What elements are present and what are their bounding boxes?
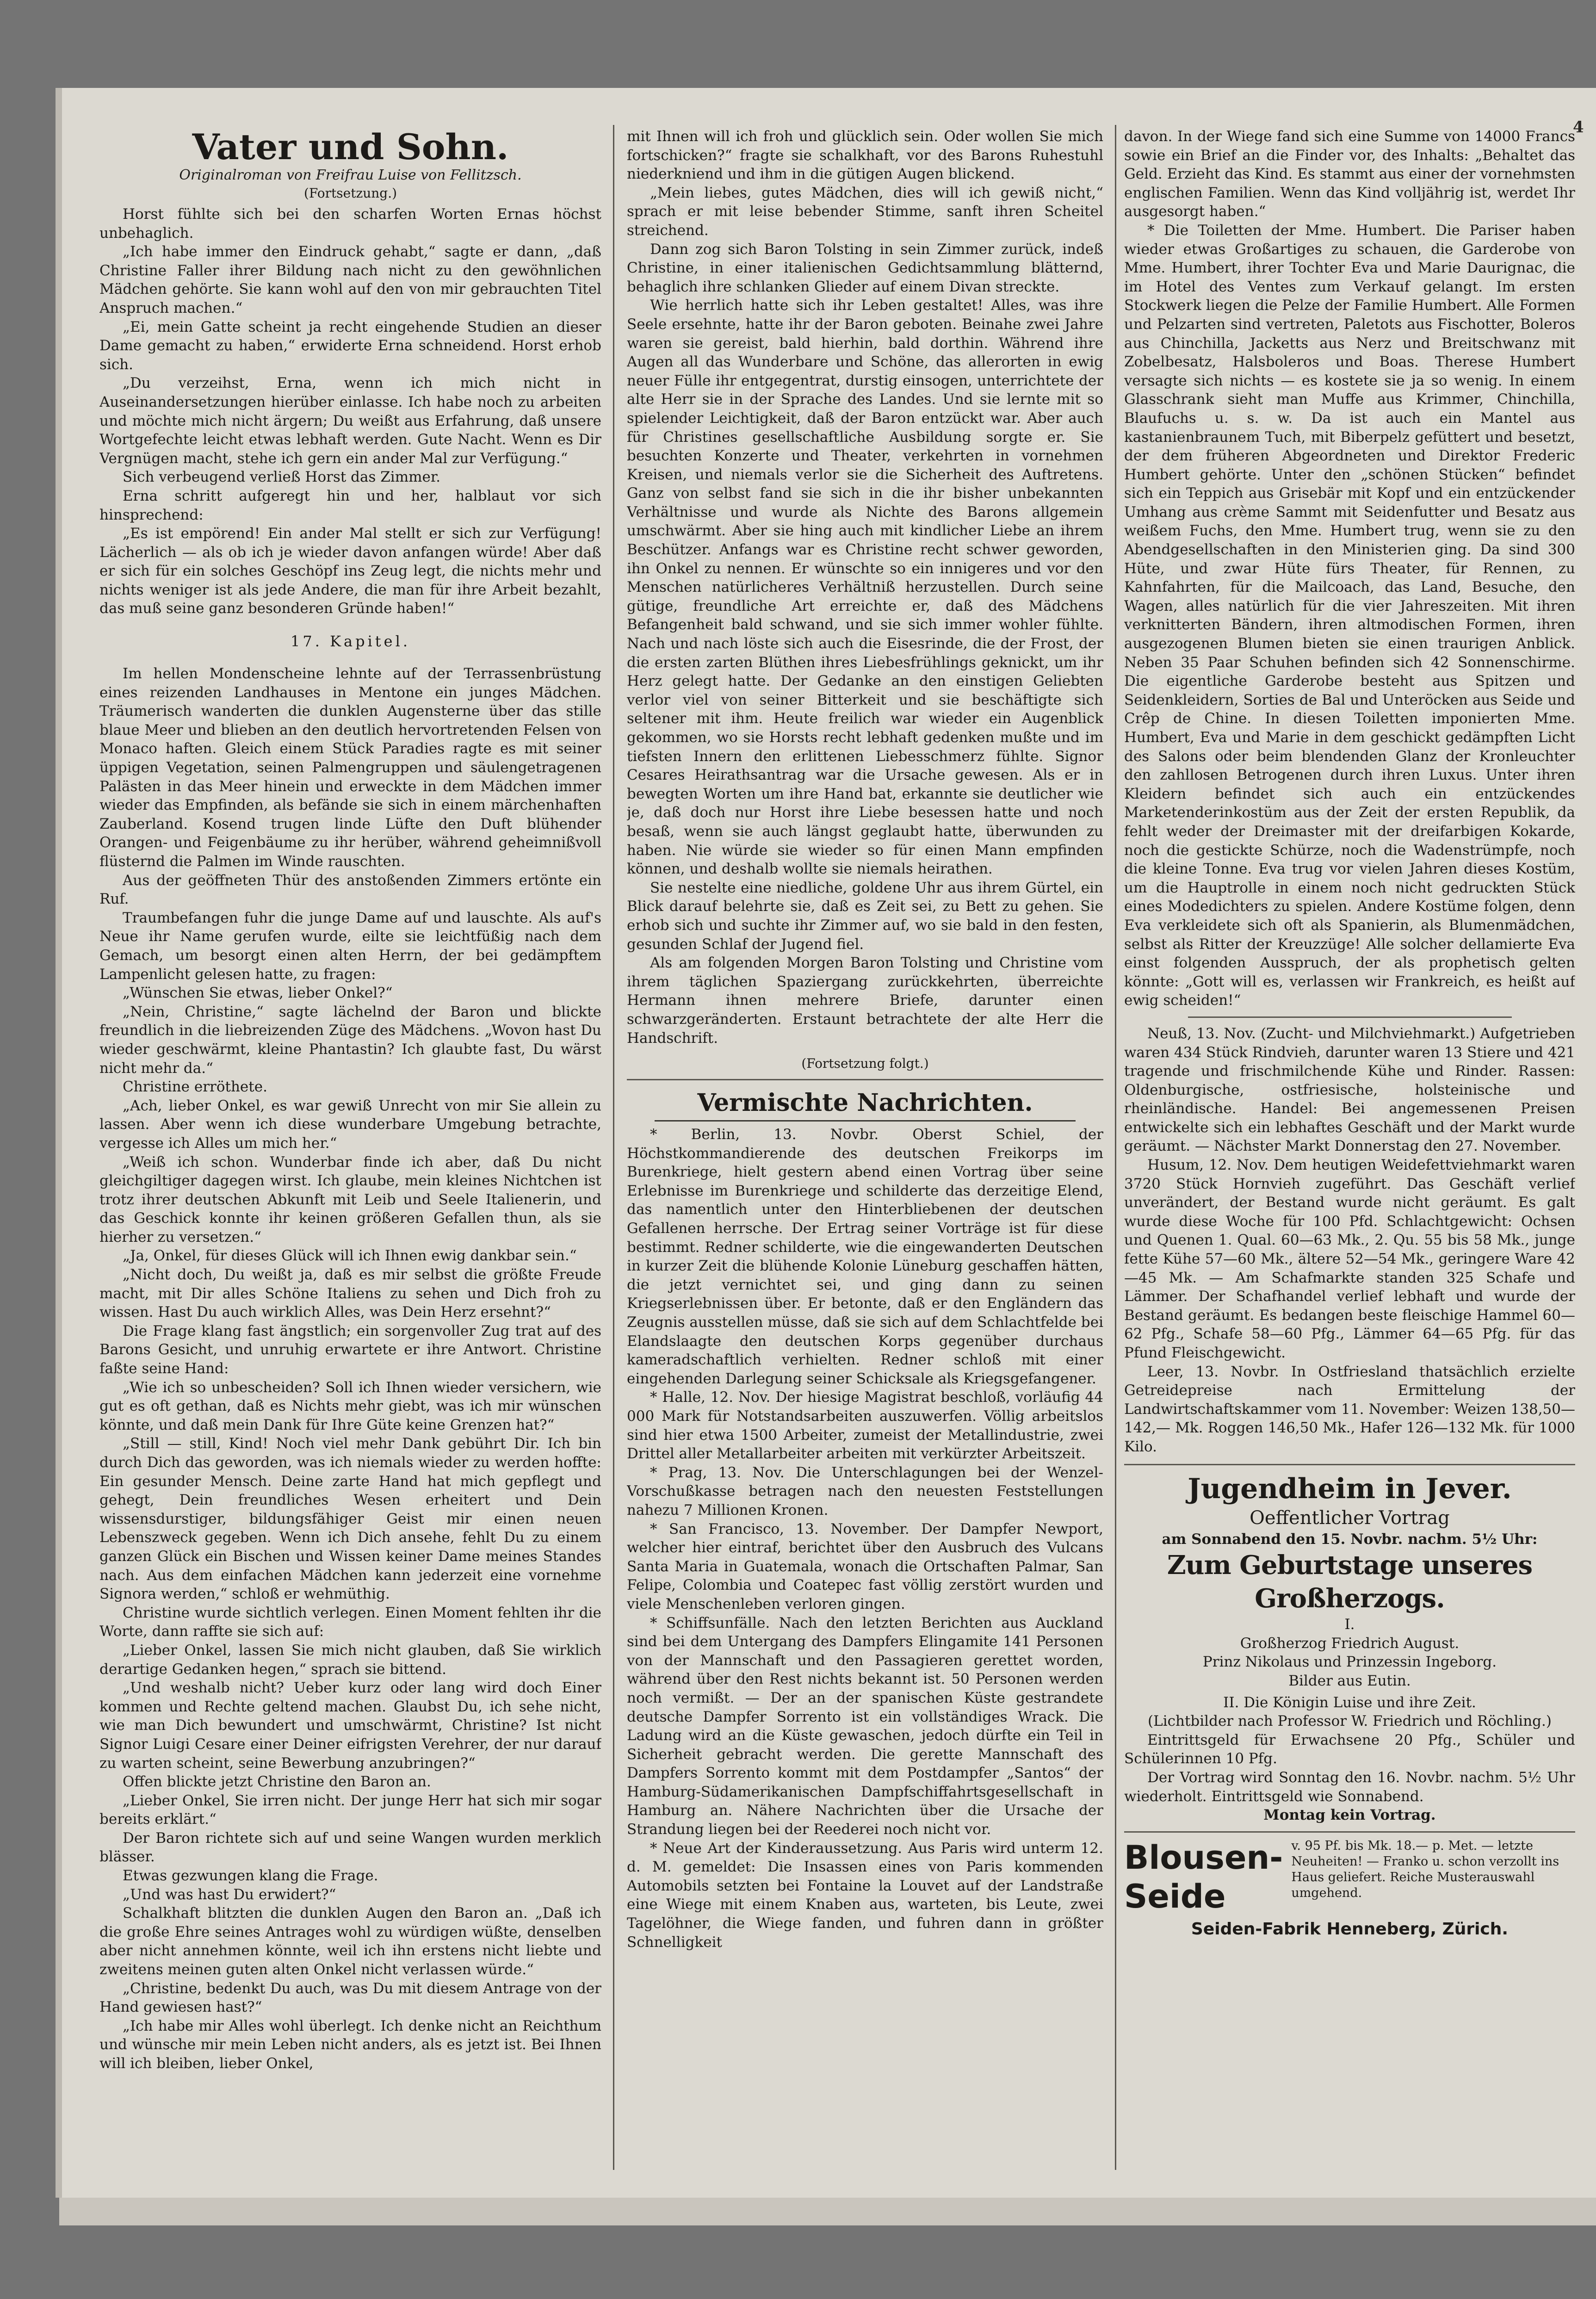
news-item: davon. In der Wiege fand sich eine Summe von 14000 Francs sowie ein Brief an die Finder vor, des Inhalts: „Behaltet das Geld. Erzieht das Kind. Es stammt aus einer der vornehmsten englischen Familien. Wenn das Kind volljährig ist, werdet Ihr ausgesorgt haben.“ xyxy=(1124,128,1575,220)
advertisement-blousen xyxy=(1124,1838,1575,1940)
ad-repeat-note: Der Vortrag wird Sonntag den 16. Novbr. nachm. 5½ Uhr wiederholt. Eintrittsgeld wie Sonnabend. xyxy=(1124,1769,1575,1805)
ad-monday-note: Montag kein Vortrag. xyxy=(1263,1807,1436,1824)
paragraph: Erna schritt aufgeregt hin und her, halblaut vor sich hinsprechend: xyxy=(99,487,601,523)
ad-line: Bilder aus Eutin. xyxy=(1288,1672,1411,1689)
paragraph: Traumbefangen fuhr die junge Dame auf und lauschte. Als auf's Neue ihr Name gerufen wurde, eilte sie leichtfüßig nach dem Gemach, um besorgt einen alten Herrn, der bei gedämpftem Lampenlicht gelesen hatte, zu fragen: xyxy=(99,909,601,983)
paragraph: „Ich habe immer den Eindruck gehabt,“ sagte er dann, „daß Christine Faller ihrer Bildung nach nicht zu den gewöhnlichen Mädchen gehörte. Sie kann wohl auf den von mir gebrauchten Titel Anspruch machen.“ xyxy=(99,243,601,316)
paragraph: Horst fühlte sich bei den scharfen Worten Ernas höchst unbehaglich. xyxy=(99,206,601,242)
paragraph: „Ja, Onkel, für dieses Glück will ich Ihnen ewig dankbar sein.“ xyxy=(123,1247,577,1264)
news-item: * San Francisco, 13. November. Der Dampfer Newport, welcher hier eintraf, berichtet über den Ausbruch des Vulcans Santa Maria in Guatemala, wonach die Ortschaften Palmar, San Felipe, Colombia und Coatepec fast völlig zerstört wurden und viele Menschenleben verloren gingen. xyxy=(627,1520,1103,1612)
to-be-continued-note: (Fortsetzung folgt.) xyxy=(801,1056,929,1072)
serial-title: Vater und Sohn. xyxy=(192,127,509,167)
paragraph: „Du verzeihst, Erna, wenn ich mich nicht in Auseinandersetzungen hierüber einlasse. Ich habe noch zu arbeiten und möchte mich nicht ärgern; Du weißt aus Erfahrung, daß unsere Wortgefechte leicht etwas lebhaft werden. Gute Nacht. Wenn es Dir Vergnügen macht, stehe ich gern ein ander Mal zur Verfügung.“ xyxy=(99,375,601,467)
section-divider xyxy=(1188,1016,1512,1018)
paragraph: „Und weshalb nicht? Ueber kurz oder lang wird doch Einer kommen und Rechte geltend machen. Glaubst Du, ich sehe nicht, wie man Dich bewundert und umschwärmt, Christine? Ist nicht Signor Luigi Cesare einer Deiner eifrigsten Verehrer, der nur darauf zu warten scheint, seine Bewerbung anzubringen?“ xyxy=(99,1679,601,1772)
column-3 xyxy=(1124,127,1575,2172)
ad-date: am Sonnabend den 15. Novbr. nachm. 5½ Uhr: xyxy=(1162,1531,1538,1548)
news-item: * Halle, 12. Nov. Der hiesige Magistrat beschloß, vorläufig 44 000 Mark für Notstandsarbeiten auszuwerfen. Völlig arbeitslos sind hier etwa 1500 Arbeiter, zumeist der Metallindustrie, zwei Drittel aller Metallarbeiter arbeiten mit verkürzter Arbeitszeit. xyxy=(627,1389,1103,1462)
market-report: Husum, 12. Nov. Dem heutigen Weidefettviehmarkt waren 3720 Stück Hornvieh zugeführt. Das Geschäft verlief unverändert, der Bestand wurde nicht geräumt. Es galt wurde diese Woche für 100 Pfd. Schlachtgewicht: Ochsen und Quenen 1. Qual. 60—63 Mk., 2. Qu. 55 bis 58 Mk., junge fette Kühe 57—60 Mk., ältere 52—54 Mk., geringere Ware 42—45 Mk. — Am Schafmarkte standen 325 Schafe und Lämmer. Der Schafhandel verlief lebhaft und wurde der Bestand geräumt. Es bedangen beste fleischige Hammel 60—62 Pfg., Schafe 58—60 Pfg., Lämmer 64—65 Pfg. für das Pfund Fleischgewicht. xyxy=(1124,1157,1575,1361)
news-item: * Die Toiletten der Mme. Humbert. Die Pariser haben wieder etwas Großartiges zu schauen, die Garderobe von Mme. Humbert, ihrer Tochter Eva und Marie Daurignac, die im Hotel des Ventes zum Verkauf gelangt. Im ersten Stockwerk liegen die Pelze der Familie Humbert. Alle Formen und Pelzarten sind vertreten, Paletots aus Fischotter, Boleros aus Chinchilla, Jacketts aus Nerz und Breitschwanz mit Zobelbesatz, Halsboleros und Boas. Therese Humbert versagte sich nichts — es kostete sie ja so wenig. In einem Glasschrank sieht man Muffe aus Krimmer, Chinchilla, Blaufuchs u. s. w. Da ist auch ein Mantel aus kastanienbraunem Tuch, mit Biberpelz gefüttert und besetzt, der dem früheren Abgeordneten und Direktor Frederic Humbert gehörte. Unter den „schönen Stücken“ befindet sich ein Teppich aus Grisebär mit Kopf und ein entzückender Umhang aus crème Sammt mit Seidenfutter und Besatz aus weißem Fuchs, den Mme. Humbert trug, wenn sie zu den Abendgesellschaften in den Ministerien ging. Da sind 300 Hüte, und zwar Hüte fürs Theater, für Rennen, zu Kahnfahrten, für die Mailcoach, das Land, Besuche, den Wagen, alles natürlich für die vier Jahreszeiten. Mit ihren verknitterten Bändern, ihren altmodischen Formen, ihren ausgezogenen Blumen bieten sie einen traurigen Anblick. Neben 35 Paar Schuhen befinden sich 42 Sonnenschirme. Die eigentliche Garderobe besteht aus Spitzen und Seidenkleidern, Sorties de Bal und Unteröcken aus Seide und Crêp de Chine. In diesen Toiletten imponierten Mme. Humbert, Eva und Marie in dem geschickt gedämpften Licht des Salons oder beim blendenden Glanz der Kronleuchter den zahllosen Betrogenen durch ihren Luxus. Unter ihren Kleidern befindet sich auch ein entzückendes Marketenderinkostüm aus der Zeit der ersten Republik, da fehlt weder der Dreimaster mit der dreifarbigen Kokarde, noch die gestickte Schürze, noch die Wadenstrümpfe, noch die kleine Tonne. Eva trug vor vielen Jahren dieses Kostüm, um die Hauptrolle in einem noch nicht gedruckten Stück eines Modedichters zu spielen. Andere Kostüme folgen, denn Eva verkleidete sich oft als Spanierin, als Blumenmädchen, selbst als Ritter der Kreuzzüge! Alle solcher dellamierte Eva einst folgenden Ausspruch, der als prophetisch gelten könnte: „Gott will es, verlassen wir Frankreich, es heißt auf ewig scheiden!“ xyxy=(1124,222,1575,1009)
ad-title: Jugendheim in Jever. xyxy=(1188,1472,1512,1505)
ad-line: Prinz Nikolaus und Prinzessin Ingeborg. xyxy=(1202,1654,1497,1671)
paragraph: „Weiß ich schon. Wunderbar finde ich aber, daß Du nicht gleichgiltiger dagegen wirst. Ich glaube, mein kleines Nichtchen ist trotz ihrer deutschen Abkunft mit Leib und Seele Italienerin, und das Geschick konnte ihr keinen größeren Gefallen thun, als sie hierher zu versetzen.“ xyxy=(99,1153,601,1246)
paragraph: „Lieber Onkel, lassen Sie mich nicht glauben, daß Sie wirklich derartige Gedanken hegen,“ sprach sie bittend. xyxy=(99,1642,601,1678)
paragraph: „Ei, mein Gatte scheint ja recht eingehende Studien an dieser Dame gemacht zu haben,“ erwiderte Erna schneidend. Horst erhob sich. xyxy=(99,318,601,373)
paragraph: Aus der geöffneten Thür des anstoßenden Zimmers ertönte ein Ruf. xyxy=(99,872,601,908)
ad-subtitle: Oeffentlicher Vortrag xyxy=(1250,1507,1450,1529)
ad-blousen-headline: Blousen-Seide xyxy=(1124,1838,1283,1915)
paragraph: „Still — still, Kind! Noch viel mehr Dank gebührt Dir. Ich bin durch Dich das geworden, was ich niemals wieder zu werden hoffte: Ein gesunder Mensch. Deine zarte Hand hat mich gepflegt und gehegt, Dein freundliches Wesen erheitert und Dein wissensdurstiger, bildungsfähiger Geist mir einen neuen Lebenszweck gegeben. Wenn ich Dich ansehe, fehlt Du zu einem ganzen Glück ein Bischen und Wissen keiner Dame meines Standes nach. Aus dem einfachen Mädchen kann jederzeit eine vornehme Signora werden,“ schloß er wehmüthig. xyxy=(99,1435,601,1603)
paragraph: „Christine, bedenkt Du auch, was Du mit diesem Antrage von der Hand gewiesen hast?“ xyxy=(99,1980,601,2016)
section-divider xyxy=(1124,1831,1575,1833)
column-1 xyxy=(99,127,601,2172)
column-divider xyxy=(613,125,614,2170)
paragraph: Wie herrlich hatte sich ihr Leben gestaltet! Alles, was ihre Seele ersehnte, hatte ihr der Baron geboten. Beinahe zwei Jahre waren sie gereist, bald hierhin, bald dorthin. Während ihre Augen all das Wunderbare und Schöne, das allerorten in ewig neuer Fülle ihr entgegentrat, durstig einsogen, unterrichtete der alte Herr sie in der Sprache des Landes. Und sie lernte mit so spielender Leichtigkeit, daß der Baron entzückt war. Aber auch für Christines gesellschaftliche Ausbildung sorgte er. Sie besuchten Konzerte und Theater, verkehrten in vornehmen Kreisen, und niemals verlor sie die Sicherheit des Auftretens. Ganz von selbst fand sie sich in die ihr bisher unbekannten Verhältnisse und wurde als Nichte des Barons allgemein umschwärmt. Aber sie hing auch mit kindlicher Liebe an ihrem Beschützer. Anfangs war es Christine recht schwer geworden, ihn Onkel zu nennen. Er wünschte so ein innigeres und vor den Menschen natürlicheres Verhältniß herzustellen. Durch seine gütige, freundliche Art erreichte er, daß des Mädchens Befangenheit bald schwand, und sie sich immer wohler fühlte. Nach und nach löste sich auch die Eisesrinde, die der Frost, der die ersten zarten Blüthen ihres Liebesfrühlings geknickt, um ihr Herz gelegt hatte. Der Gedanke an den einstigen Geliebten verlor viel von seiner Bitterkeit und sie beschäftigte sich seltener mit ihm. Heute freilich war wieder ein Augenblick gekommen, wo sie Horsts recht lebhaft gedenken mußte und im tiefsten Innern den erlittenen Liebesschmerz fühlte. Signor Cesares Heirathsantrag war die Ursache gewesen. Als er in bewegten Worten um ihre Hand bat, erkannte sie deutlicher wie je, daß doch nur Horst ihre Liebe besessen hatte und noch besaß, wenn sie auch längst geglaubt hatte, überwunden zu haben. Nie würde sie wieder so für einen Mann empfinden können, und deshalb wollte sie niemals heirathen. xyxy=(627,297,1103,878)
news-continued xyxy=(1124,127,1575,1010)
paragraph: Im hellen Mondenscheine lehnte auf der Terrassenbrüstung eines reizenden Landhauses in Mentone ein junges Mädchen. Träumerisch wanderten die dunklen Augensterne über das stille blaue Meer und blieben an den deutlich hervortretenden Felsen von Monaco haften. Gleich einem Stück Paradies ragte es mit seiner üppigen Vegetation, seinen Palmengruppen und säulengetragenen Palästen in das Meer hinein und erweckte in dem Mädchen immer wieder das Empfinden, als befände sie sich in einem märchenhaften Zauberland. Kosend trugen linde Lüfte den Duft blühender Orangen- und Feigenbäume zu ihr herüber, während geheimnißvoll flüsternd die Palmen im Winde rauschten. xyxy=(99,665,601,870)
news-items xyxy=(627,1125,1103,1952)
ad-entry-fee: Eintrittsgeld für Erwachsene 20 Pfg., Schüler und Schülerinnen 10 Pfg. xyxy=(1124,1731,1575,1767)
ad-line: Großherzog Friedrich August. xyxy=(1240,1635,1460,1652)
section-divider xyxy=(627,1079,1103,1080)
market-report: Leer, 13. Novbr. In Ostfriesland thatsächlich erzielte Getreidepreise nach Ermittelung der Landwirtschaftskammer vom 11. November: Weizen 138,50—142,— Mk. Roggen 146,50 Mk., Hafer 126—132 Mk. für 1000 Kilo. xyxy=(1124,1363,1575,1455)
paragraph: Als am folgenden Morgen Baron Tolsting und Christine vom ihrem täglichen Spaziergang zurückkehrten, überreichte Hermann ihnen mehrere Briefe, darunter einen schwarzgeränderten. Erstaunt betrachtete der alte Herr die Handschrift. xyxy=(627,954,1103,1047)
section-title: Vermischte Nachrichten. xyxy=(697,1089,1033,1117)
paragraph: Die Frage klang fast ängstlich; ein sorgenvoller Zug trat auf des Barons Gesicht, und unruhig erwartete er ihre Antwort. Christine faßte seine Hand: xyxy=(99,1322,601,1377)
paragraph: „Ach, lieber Onkel, es war gewiß Unrecht von mir Sie allein zu lassen. Aber wenn ich diese wunderbare Umgebung betrachte, vergesse ich Alles um mich her.“ xyxy=(99,1097,601,1152)
paragraph: Sich verbeugend verließ Horst das Zimmer. xyxy=(123,469,441,486)
chapter-heading: 17. Kapitel. xyxy=(291,632,410,651)
paragraph: Offen blickte jetzt Christine den Baron an. xyxy=(123,1773,431,1791)
ad-line: (Lichtbilder nach Professor W. Friedrich und Röchling.) xyxy=(1148,1713,1552,1730)
serial-subtitle: Originalroman von Freifrau Luise von Fellitzsch. xyxy=(179,167,522,183)
serial-text-c xyxy=(627,127,1103,1047)
continuation-note: (Fortsetzung.) xyxy=(303,186,397,201)
ad-line: II. Die Königin Luise und ihre Zeit. xyxy=(1223,1694,1476,1711)
paragraph: Sie nestelte eine niedliche, goldene Uhr aus ihrem Gürtel, ein Blick darauf belehrte sie, daß es Zeit sei, zu Bett zu gehen. Sie erhob sich und suchte ihr Zimmer auf, wo sie bald in den festen, gesunden Schlaf der Jugend fiel. xyxy=(627,879,1103,953)
section-title-underline xyxy=(655,1120,1076,1122)
paragraph: Schalkhaft blitzten die dunklen Augen den Baron an. „Daß ich die große Ehre seines Antrages wohl zu würdigen wüßte, denselben aber nicht annehmen könnte, weil ich ihn erstens nicht liebte und zweitens meinen guten alten Onkel nicht verlassen würde.“ xyxy=(99,1905,601,1978)
news-item: * Prag, 13. Nov. Die Unterschlagungen bei der Wenzel-Vorschußkasse betragen nach den neuesten Feststellungen nahezu 7 Millionen Kronen. xyxy=(627,1464,1103,1518)
paragraph: „Es ist empörend! Ein ander Mal stellt er sich zur Verfügung! Lächerlich — als ob ich je wieder davon anfangen würde! Aber daß er sich für ein solches Geschöpf ins Zeug legt, die nichts mehr und nichts weniger ist als jede Andere, die man für ihre Arbeit bezahlt, das muß seine ganz besonderen Gründe haben!“ xyxy=(99,525,601,617)
market-report: Neuß, 13. Nov. (Zucht- und Milchviehmarkt.) Aufgetrieben waren 434 Stück Rindvieh, darunter waren 13 Stiere und 421 tragende und frischmilchende Kühe und Rinder. Rassen: Oldenburgische, ostfriesische, holsteinische und rheinländische. Handel: Bei angemessenen Preisen entwickelte sich ein lebhaftes Geschäft und der Markt wurde geräumt. — Nächster Markt Donnerstag den 27. November. xyxy=(1124,1025,1575,1155)
ad-blousen-details: v. 95 Pf. bis Mk. 18.— p. Met. — letzte Neuheiten! — Franko u. schon verzollt ins Haus geliefert. Reiche Musterauswahl umgehend. xyxy=(1291,1838,1559,1900)
ad-headline: Zum Geburtstage unseres Großherzogs. xyxy=(1167,1550,1533,1614)
paragraph: „Wünschen Sie etwas, lieber Onkel?“ xyxy=(123,985,393,1002)
ad-firm-name: Seiden-Fabrik Henneberg, Zürich. xyxy=(1191,1919,1509,1939)
paragraph: „Lieber Onkel, Sie irren nicht. Der junge Herr hat sich mir sogar bereits erklärt.“ xyxy=(99,1792,601,1828)
ad-numeral: I. xyxy=(1344,1616,1355,1633)
news-item: * Berlin, 13. Novbr. Oberst Schiel, der Höchstkommandierende des deutschen Freikorps im Burenkriege, hielt gestern abend einen Vortrag über seine Erlebnisse im Burenkriege und schilderte das derzeitige Elend, das namentlich unter den Hinterbliebenen der deutschen Gefallenen herrsche. Der Ertrag seiner Vorträge ist für diese bestimmt. Redner schilderte, wie die eingewanderten Deutschen in kurzer Zeit die blühende Kolonie Lüneburg geschaffen hätten, die jetzt vernichtet sei, und ging dann zu seinen Kriegserlebnissen über. Er betonte, daß er den Engländern das Zeugnis ausstellen müsse, daß sie sich auf dem Schlachtfelde bei Elandslaagte den deutschen Korps gegenüber durchaus kameradschaftlich verhielten. Redner schloß mit einer eingehenden Darlegung seiner Schicksale als Kriegsgefangener. xyxy=(627,1126,1103,1387)
paragraph: „Mein liebes, gutes Mädchen, dies will ich gewiß nicht,“ sprach er mit leise bebender Stimme, sanft ihren Scheitel streichend. xyxy=(627,184,1103,239)
paragraph: „Nein, Christine,“ sagte lächelnd der Baron und blickte freundlich in die liebreizenden Züge des Mädchens. „Wovon hast Du wieder geschwärmt, kleine Phantastin? Ich glaubte fast, Du wärst nicht mehr da.“ xyxy=(99,1003,601,1077)
paragraph: Etwas gezwungen klang die Frage. xyxy=(123,1867,378,1884)
advertisement-jugendheim xyxy=(1124,1472,1575,1825)
ad-blousen-row xyxy=(1124,1838,1575,1916)
column-2 xyxy=(627,127,1103,2172)
section-divider xyxy=(1124,1464,1575,1465)
column-divider xyxy=(1115,125,1116,2170)
paragraph: mit Ihnen will ich froh und glücklich sein. Oder wollen Sie mich fortschicken?“ fragte sie schalkhaft, vor des Barons Ruhestuhl niederkniend und ihm in die gütigen Augen blickend. xyxy=(627,128,1103,183)
paragraph: Christine erröthete. xyxy=(123,1078,267,1096)
serial-text-b xyxy=(99,664,601,2073)
page-gutter xyxy=(56,88,62,2198)
page-edge xyxy=(59,2198,1596,2225)
news-item: * Neue Art der Kinderaussetzung. Aus Paris wird unterm 12. d. M. gemeldet: Die Insassen eines von Paris kommenden Automobils setzten bei Fontaine la Louvet auf der Landstraße eine Wiege mit einem Knaben aus, warteten, bis Leute, zwei Tagelöhner, die Wiege fanden, und fuhren dann in größter Schnelligkeit xyxy=(627,1840,1103,1951)
paragraph: „Und was hast Du erwidert?“ xyxy=(123,1886,336,1903)
paragraph: „Wie ich so unbescheiden? Soll ich Ihnen wieder versichern, wie gut es oft gethan, daß es Nichts mehr giebt, was ich mir wünschen könnte, und daß mein Dank für Ihre Güte keine Grenzen hat?“ xyxy=(99,1379,601,1433)
market-reports xyxy=(1124,1024,1575,1456)
paragraph: „Ich habe mir Alles wohl überlegt. Ich denke nicht an Reichthum und wünsche mir mein Leben nicht anders, als es jetzt ist. Bei Ihnen will ich bleiben, lieber Onkel, xyxy=(99,2017,601,2072)
paragraph: Dann zog sich Baron Tolsting in sein Zimmer zurück, indeß Christine, in einer italienischen Gedichtsammlung blätternd, behaglich ihre schlanken Glieder auf einem Divan streckte. xyxy=(627,241,1103,295)
page-number: 4 xyxy=(1573,118,1584,136)
news-item: * Schiffsunfälle. Nach den letzten Berichten aus Auckland sind bei dem Untergang des Dampfers Elingamite 141 Personen von der Mannschaft und den Passagieren gerettet worden, während über den Rest nichts bekannt ist. 50 Personen werden noch vermißt. — Der an der spanischen Küste gestrandete deutsche Dampfer Sorrento ist ein vollständiges Wrack. Die Ladung wird an die Küste gewaschen, jedoch dürfte ein Teil in Sicherheit gebracht werden. Die gerette Mannschaft des Dampfers Sorrento kommt mit dem Postdampfer „Santos“ der Hamburg-Südamerikanischen Dampfschiffahrtsgesellschaft in Hamburg an. Nähere Nachrichten über die Ursache der Strandung liegen bei der Reederei noch nicht vor. xyxy=(627,1614,1103,1838)
paragraph: „Nicht doch, Du weißt ja, daß es mir selbst die größte Freude macht, mit Dir alles Schöne Italiens zu sehen und Dich froh zu wissen. Hast Du auch wirklich Alles, was Dein Herz ersehnt?“ xyxy=(99,1266,601,1321)
paragraph: Christine wurde sichtlich verlegen. Einen Moment fehlten ihr die Worte, dann raffte sie sich auf: xyxy=(99,1604,601,1640)
paragraph: Der Baron richtete sich auf und seine Wangen wurden merklich blässer. xyxy=(99,1829,601,1865)
serial-text-a xyxy=(99,205,601,618)
